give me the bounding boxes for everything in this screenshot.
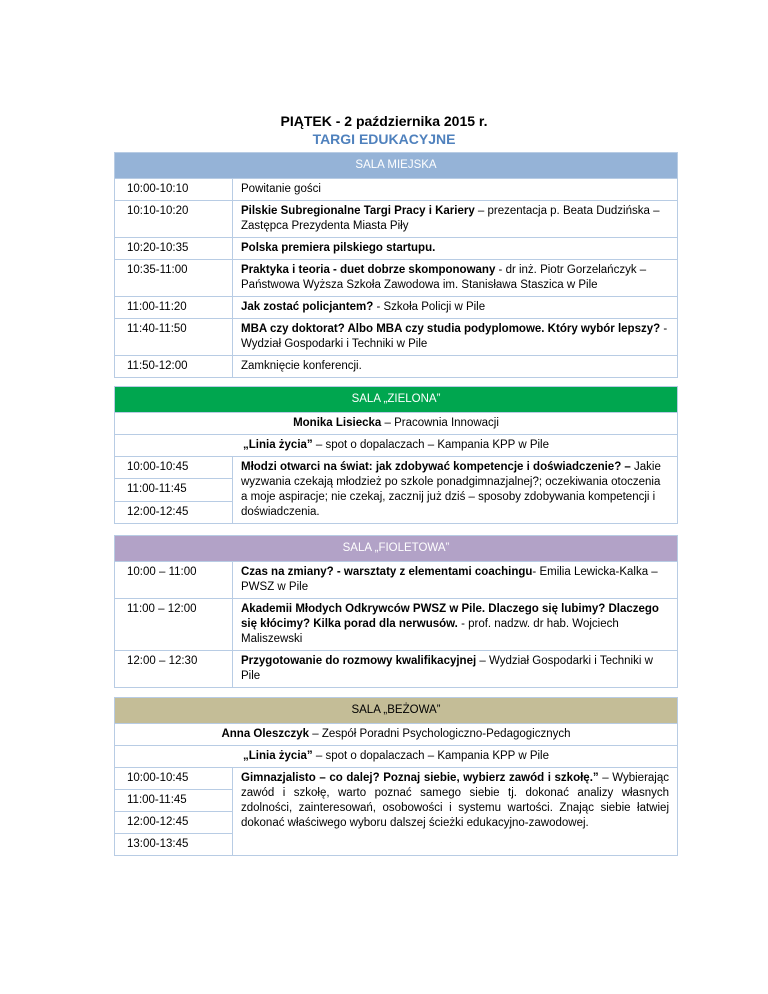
desc-bold: Czas na zmiany? - warsztaty z elementami coachingu [241,566,533,578]
table-row [115,651,678,688]
time-cell: 11:00-11:20 [115,297,233,319]
sala-header: SALA „FIOLETOWA” [115,536,678,562]
desc-text: Jakie wyzwania czekają młodzież po szkole ponadgimnazjalnej?; oczekiwania otoczenia a moje aspiracje; nie czekaj, zacznij już dziś – sposoby zdobywania kompetencji i doświadczenia. [241,461,661,518]
time-cell: 13:00-13:45 [115,834,233,856]
desc-cell [233,238,678,260]
desc-cell [233,356,678,378]
desc-bold: Gimnazjalisto – co dalej? Poznaj siebie, wybierz zawód i szkołę.” [241,772,599,784]
page-title: PIĄTEK - 2 października 2015 r. [280,113,488,129]
table-row [115,238,678,260]
host-org: – Pracownia Innowacji [381,417,499,429]
desc-text: Zamknięcie konferencji. [241,360,362,372]
desc-cell [233,599,678,651]
spot-cell [115,746,678,768]
host-org: – Zespół Poradni Psychologiczno-Pedagogicznych [309,728,571,740]
desc-bold: Młodzi otwarci na świat: jak zdobywać kompetencje i doświadczenie? – [241,461,631,473]
desc-text: Powitanie gości [241,183,321,195]
time-cell: 10:10-10:20 [115,201,233,238]
host-row [115,724,678,746]
desc-bold: Akademii Młodych Odkrywców PWSZ w Pile. Dlaczego się lubimy? Dlaczego się kłócimy? Kilka porad dla nerwusów. [241,603,659,630]
sala-bezowa-table [114,697,678,856]
time-cell: 12:00-12:45 [115,812,233,834]
table-row [115,260,678,297]
time-cell: 10:00-10:45 [115,768,233,790]
spot-desc: – spot o dopalaczach – Kampania KPP w Pile [312,750,549,762]
desc-cell [233,201,678,238]
host-name: Anna Oleszczyk [221,728,310,740]
time-cell: 11:40-11:50 [115,319,233,356]
desc-bold: Jak zostać policjantem? [241,301,374,313]
time-cell: 11:00-11:45 [115,790,233,812]
desc-cell [233,562,678,599]
sala-miejska-table [114,152,678,378]
host-name: Monika Lisiecka [293,417,382,429]
desc-cell [233,297,678,319]
sala-fioletowa-table [114,535,678,688]
host-row [115,413,678,435]
table-row [115,457,678,479]
desc-cell [233,768,678,856]
time-cell: 10:35-11:00 [115,260,233,297]
desc-text: - prof. nadzw. dr hab. Wojciech Maliszewski [241,618,619,645]
time-cell: 11:00-11:45 [115,479,233,501]
spot-row [115,746,678,768]
desc-cell [233,319,678,356]
time-cell: 10:00-10:10 [115,179,233,201]
desc-cell [233,651,678,688]
host-cell [115,724,678,746]
spot-title: „Linia życia” [243,439,313,451]
table-row [115,179,678,201]
desc-text: – prezentacja p. Beata Dudzińska – Zastępca Prezydenta Miasta Piły [241,205,660,232]
table-row [115,201,678,238]
time-cell: 10:00-10:45 [115,457,233,479]
time-cell: 12:00-12:45 [115,501,233,523]
desc-bold: Polska premiera pilskiego startupu. [241,242,436,254]
host-cell [115,413,678,435]
desc-text: – Wybierając zawód i szkołę, warto poznać samego siebie tj. dokonać analizy własnych zdolności, zainteresowań, osobowości i systemu wartości. Znając siebie łatwiej dokonać właściwego wyboru dalszej ścieżki edukacyjno-zawodowej. [241,772,670,829]
desc-text: - Wydział Gospodarki i Techniki w Pile [241,323,668,350]
time-cell: 12:00 – 12:30 [115,651,233,688]
table-row [115,356,678,378]
time-cell: 10:20-10:35 [115,238,233,260]
desc-text: - Szkoła Policji w Pile [373,301,486,313]
desc-bold: Pilskie Subregionalne Targi Pracy i Kariery [241,205,475,217]
desc-bold: Praktyka i teoria - duet dobrze skomponowany [241,264,496,276]
spot-cell [115,435,678,457]
spot-title: „Linia życia” [243,750,313,762]
table-row [115,768,678,790]
event-subtitle: TARGI EDUKACYJNE [312,131,456,147]
sala-header: SALA MIEJSKA [115,153,678,179]
desc-text: – Wydział Gospodarki i Techniki w Pile [241,655,653,682]
table-row [115,599,678,651]
time-cell: 10:00 – 11:00 [115,562,233,599]
desc-text: - dr inż. Piotr Gorzelańczyk – Państwowa Wyższa Szkoła Zawodowa im. Stanisława Staszica w Pile [241,264,647,291]
spot-desc: – spot o dopalaczach – Kampania KPP w Pile [312,439,549,451]
sala-header: SALA „ZIELONA” [115,387,678,413]
time-cell: 11:50-12:00 [115,356,233,378]
desc-bold: MBA czy doktorat? Albo MBA czy studia podyplomowe. Który wybór lepszy? [241,323,661,335]
time-cell: 11:00 – 12:00 [115,599,233,651]
sala-header: SALA „BEŻOWA” [115,698,678,724]
sala-zielona-table [114,386,678,524]
desc-cell [233,260,678,297]
desc-text: - Emilia Lewicka-Kalka – PWSZ w Pile [241,566,658,593]
desc-cell [233,457,678,524]
table-row [115,297,678,319]
spot-row [115,435,678,457]
table-row [115,562,678,599]
desc-cell [233,179,678,201]
table-row [115,319,678,356]
desc-bold: Przygotowanie do rozmowy kwalifikacyjnej [241,655,477,667]
